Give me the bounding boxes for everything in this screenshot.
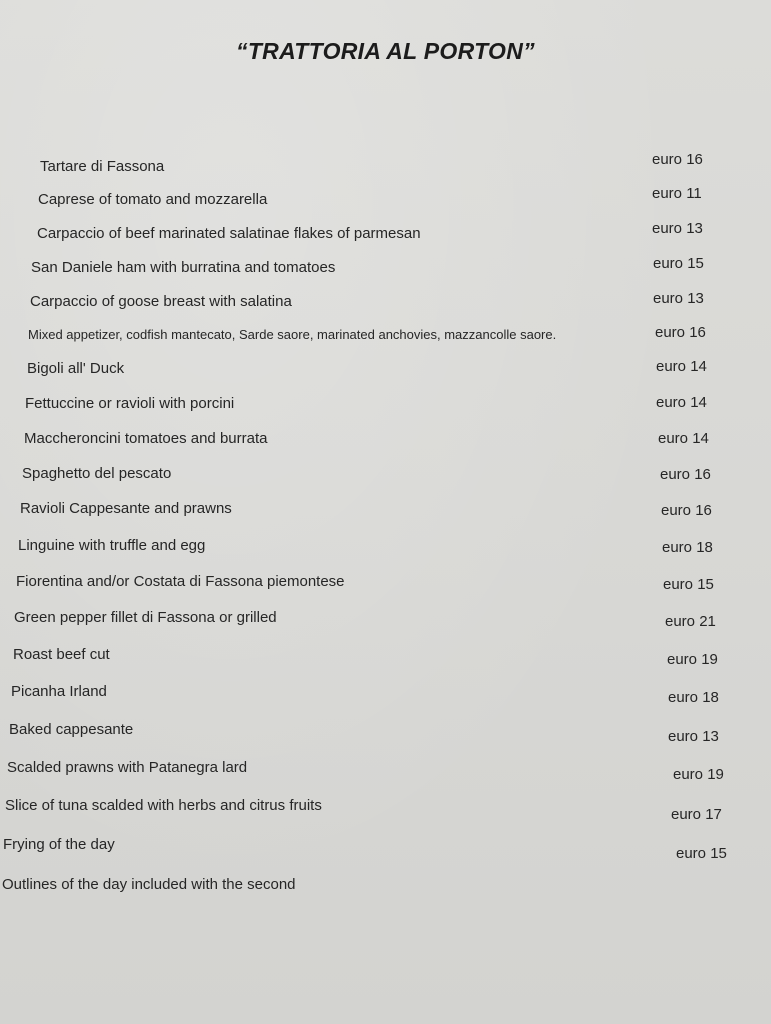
- menu-item-name: Mixed appetizer, codfish mantecato, Sarde saore, marinated anchovies, mazzancolle saore.: [28, 327, 557, 342]
- menu-item-price: euro 16: [655, 324, 706, 341]
- menu-item-name: Baked cappesante: [9, 721, 134, 738]
- menu-item-price: euro 16: [652, 151, 703, 168]
- menu-item-price: euro 19: [667, 651, 718, 668]
- menu-item-price: euro 21: [665, 613, 716, 630]
- menu-item-price: euro 13: [653, 290, 704, 307]
- menu-item-name: Carpaccio of beef marinated salatinae flakes of parmesan: [37, 225, 421, 242]
- menu-item-name: Frying of the day: [3, 836, 115, 853]
- menu-item-name: San Daniele ham with burratina and tomatoes: [31, 259, 336, 276]
- menu-item-price: euro 14: [656, 358, 707, 375]
- menu-item-name: Green pepper fillet di Fassona or grilled: [14, 609, 277, 626]
- menu-item-name: Fiorentina and/or Costata di Fassona piemontese: [16, 573, 345, 590]
- menu-item-name: Slice of tuna scalded with herbs and citrus fruits: [5, 797, 322, 814]
- menu-item-name: Ravioli Cappesante and prawns: [20, 500, 232, 517]
- menu-item-name: Roast beef cut: [13, 646, 110, 663]
- menu-item-name: Linguine with truffle and egg: [18, 537, 206, 554]
- menu-item-name: Spaghetto del pescato: [22, 465, 172, 482]
- menu-item-price: euro 15: [663, 576, 714, 593]
- menu-item-price: euro 13: [652, 220, 703, 237]
- menu-item-name: Bigoli all' Duck: [27, 360, 125, 377]
- restaurant-title: “TRATTORIA AL PORTON”: [236, 38, 535, 64]
- menu-item-name: Maccheroncini tomatoes and burrata: [24, 430, 268, 447]
- menu-item-price: euro 15: [653, 255, 704, 272]
- menu-item-price: euro 13: [668, 728, 719, 745]
- menu-item-price: euro 14: [658, 430, 709, 447]
- menu-item-name: Picanha Irland: [11, 683, 107, 700]
- menu-item-price: euro 11: [652, 185, 702, 202]
- menu-item-price: euro 15: [676, 845, 727, 862]
- menu-item-name: Tartare di Fassona: [40, 158, 165, 175]
- menu-item-price: euro 14: [656, 394, 707, 411]
- menu-item-name: Scalded prawns with Patanegra lard: [7, 759, 248, 776]
- menu-item-name: Carpaccio of goose breast with salatina: [30, 293, 292, 310]
- menu-item-price: euro 17: [671, 806, 722, 823]
- menu-item-price: euro 16: [661, 502, 712, 519]
- menu-item-price: euro 16: [660, 466, 711, 483]
- menu-item-name: Caprese of tomato and mozzarella: [38, 191, 268, 208]
- menu-item-price: euro 19: [673, 766, 724, 783]
- menu-item-name: Fettuccine or ravioli with porcini: [25, 395, 235, 412]
- footer-note: Outlines of the day included with the second: [2, 876, 296, 893]
- menu-item-price: euro 18: [662, 539, 713, 556]
- menu-item-price: euro 18: [668, 689, 719, 706]
